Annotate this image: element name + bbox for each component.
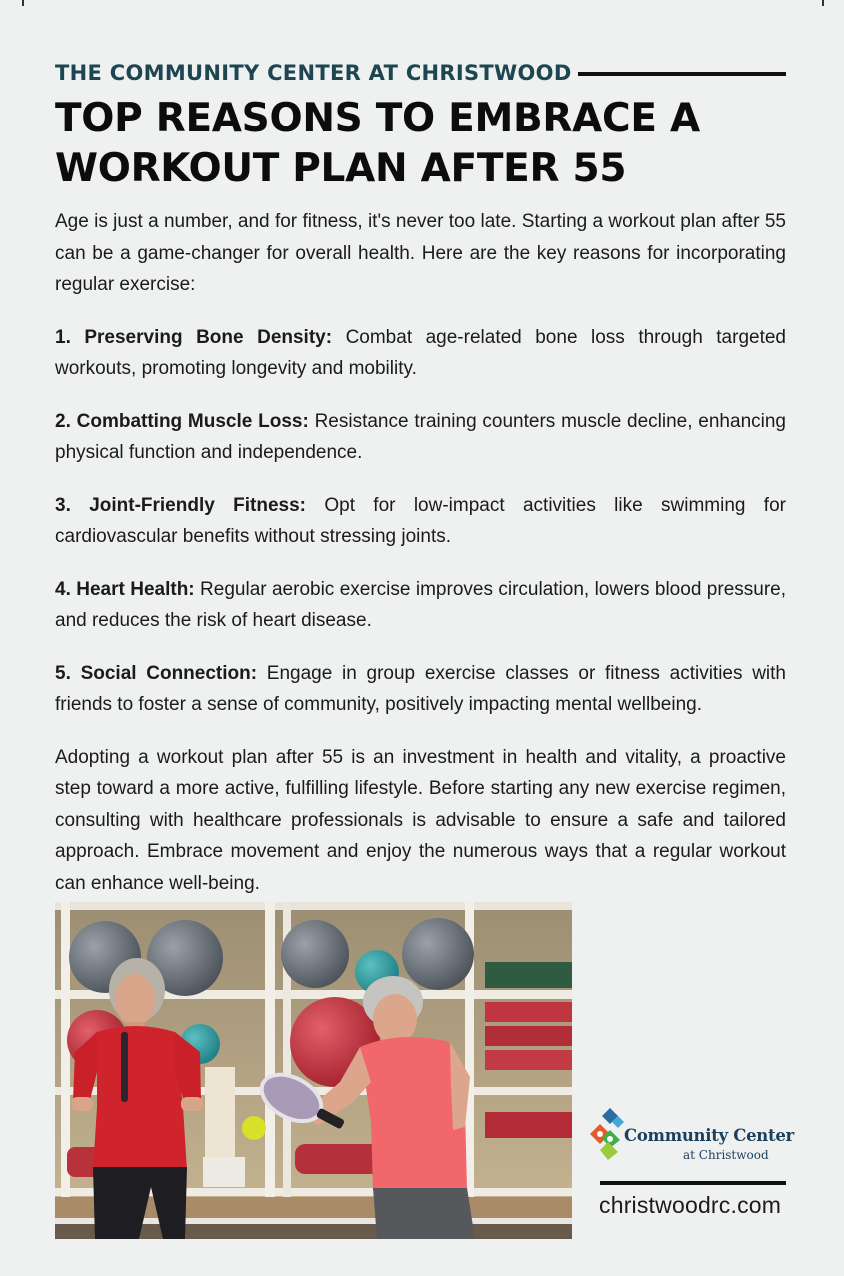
reason-heading: 2. Combatting Muscle Loss: (55, 410, 309, 432)
reason-item (55, 658, 786, 721)
kicker-rule (578, 72, 786, 76)
reason-text: Combat age-related bone loss through targeted workouts, promoting longevity and mobility. (55, 326, 786, 379)
reason-text: Regular aerobic exercise improves circulation, lowers blood pressure, and reduces the risk of heart disease. (55, 578, 786, 631)
reason-item (55, 322, 786, 385)
title-line-1: TOP REASONS TO EMBRACE A (55, 96, 700, 141)
crop-mark (822, 0, 824, 6)
logo-name: Community Center (624, 1126, 794, 1145)
reason-heading: 1. Preserving Bone Density: (55, 326, 333, 348)
website-link[interactable]: christwoodrc.com (599, 1192, 782, 1218)
reason-heading: 4. Heart Health: (55, 578, 195, 600)
reason-text: Engage in group exercise classes or fitness activities with friends to foster a sense of community, positively impacting mental wellbeing. (55, 662, 786, 715)
crop-mark (22, 0, 24, 6)
intro-paragraph: Age is just a number, and for fitness, it's never too late. Starting a workout plan after 55 can be a game-changer for overall health. Here are the key reasons for incorporating regular exercise: (55, 211, 786, 295)
reason-item (55, 406, 786, 469)
article (55, 56, 786, 899)
logo-subtitle: at Christwood (683, 1148, 769, 1162)
pickleball-photo-illustration (55, 902, 572, 1239)
title-line-2: WORKOUT PLAN AFTER 55 (55, 146, 627, 191)
website-rule (600, 1181, 786, 1185)
pickleball-photo (55, 902, 572, 1239)
page-title (55, 94, 786, 194)
logo-mark-icon (588, 1108, 628, 1166)
reason-text: Opt for low-impact activities like swimming for cardiovascular benefits without stressing joints. (55, 494, 786, 547)
reason-heading: 5. Social Connection: (55, 662, 258, 684)
reason-item (55, 490, 786, 553)
closing-paragraph: Adopting a workout plan after 55 is an investment in health and vitality, a proactive step toward a more active, fulfilling lifestyle. Before starting any new exercise regimen, consulting with healthcare professionals is advisable to ensure a safe and tailored approach. Embrace movement and enjoy the numerous ways that a regular workout can enhance well-being. (55, 746, 786, 894)
kicker: THE COMMUNITY CENTER AT CHRISTWOOD (55, 61, 572, 85)
community-center-logo (588, 1108, 794, 1168)
reason-text: Resistance training counters muscle decline, enhancing physical function and independence. (55, 410, 786, 463)
reason-item (55, 574, 786, 637)
reason-heading: 3. Joint-Friendly Fitness: (55, 494, 306, 516)
kicker-row (55, 56, 786, 90)
